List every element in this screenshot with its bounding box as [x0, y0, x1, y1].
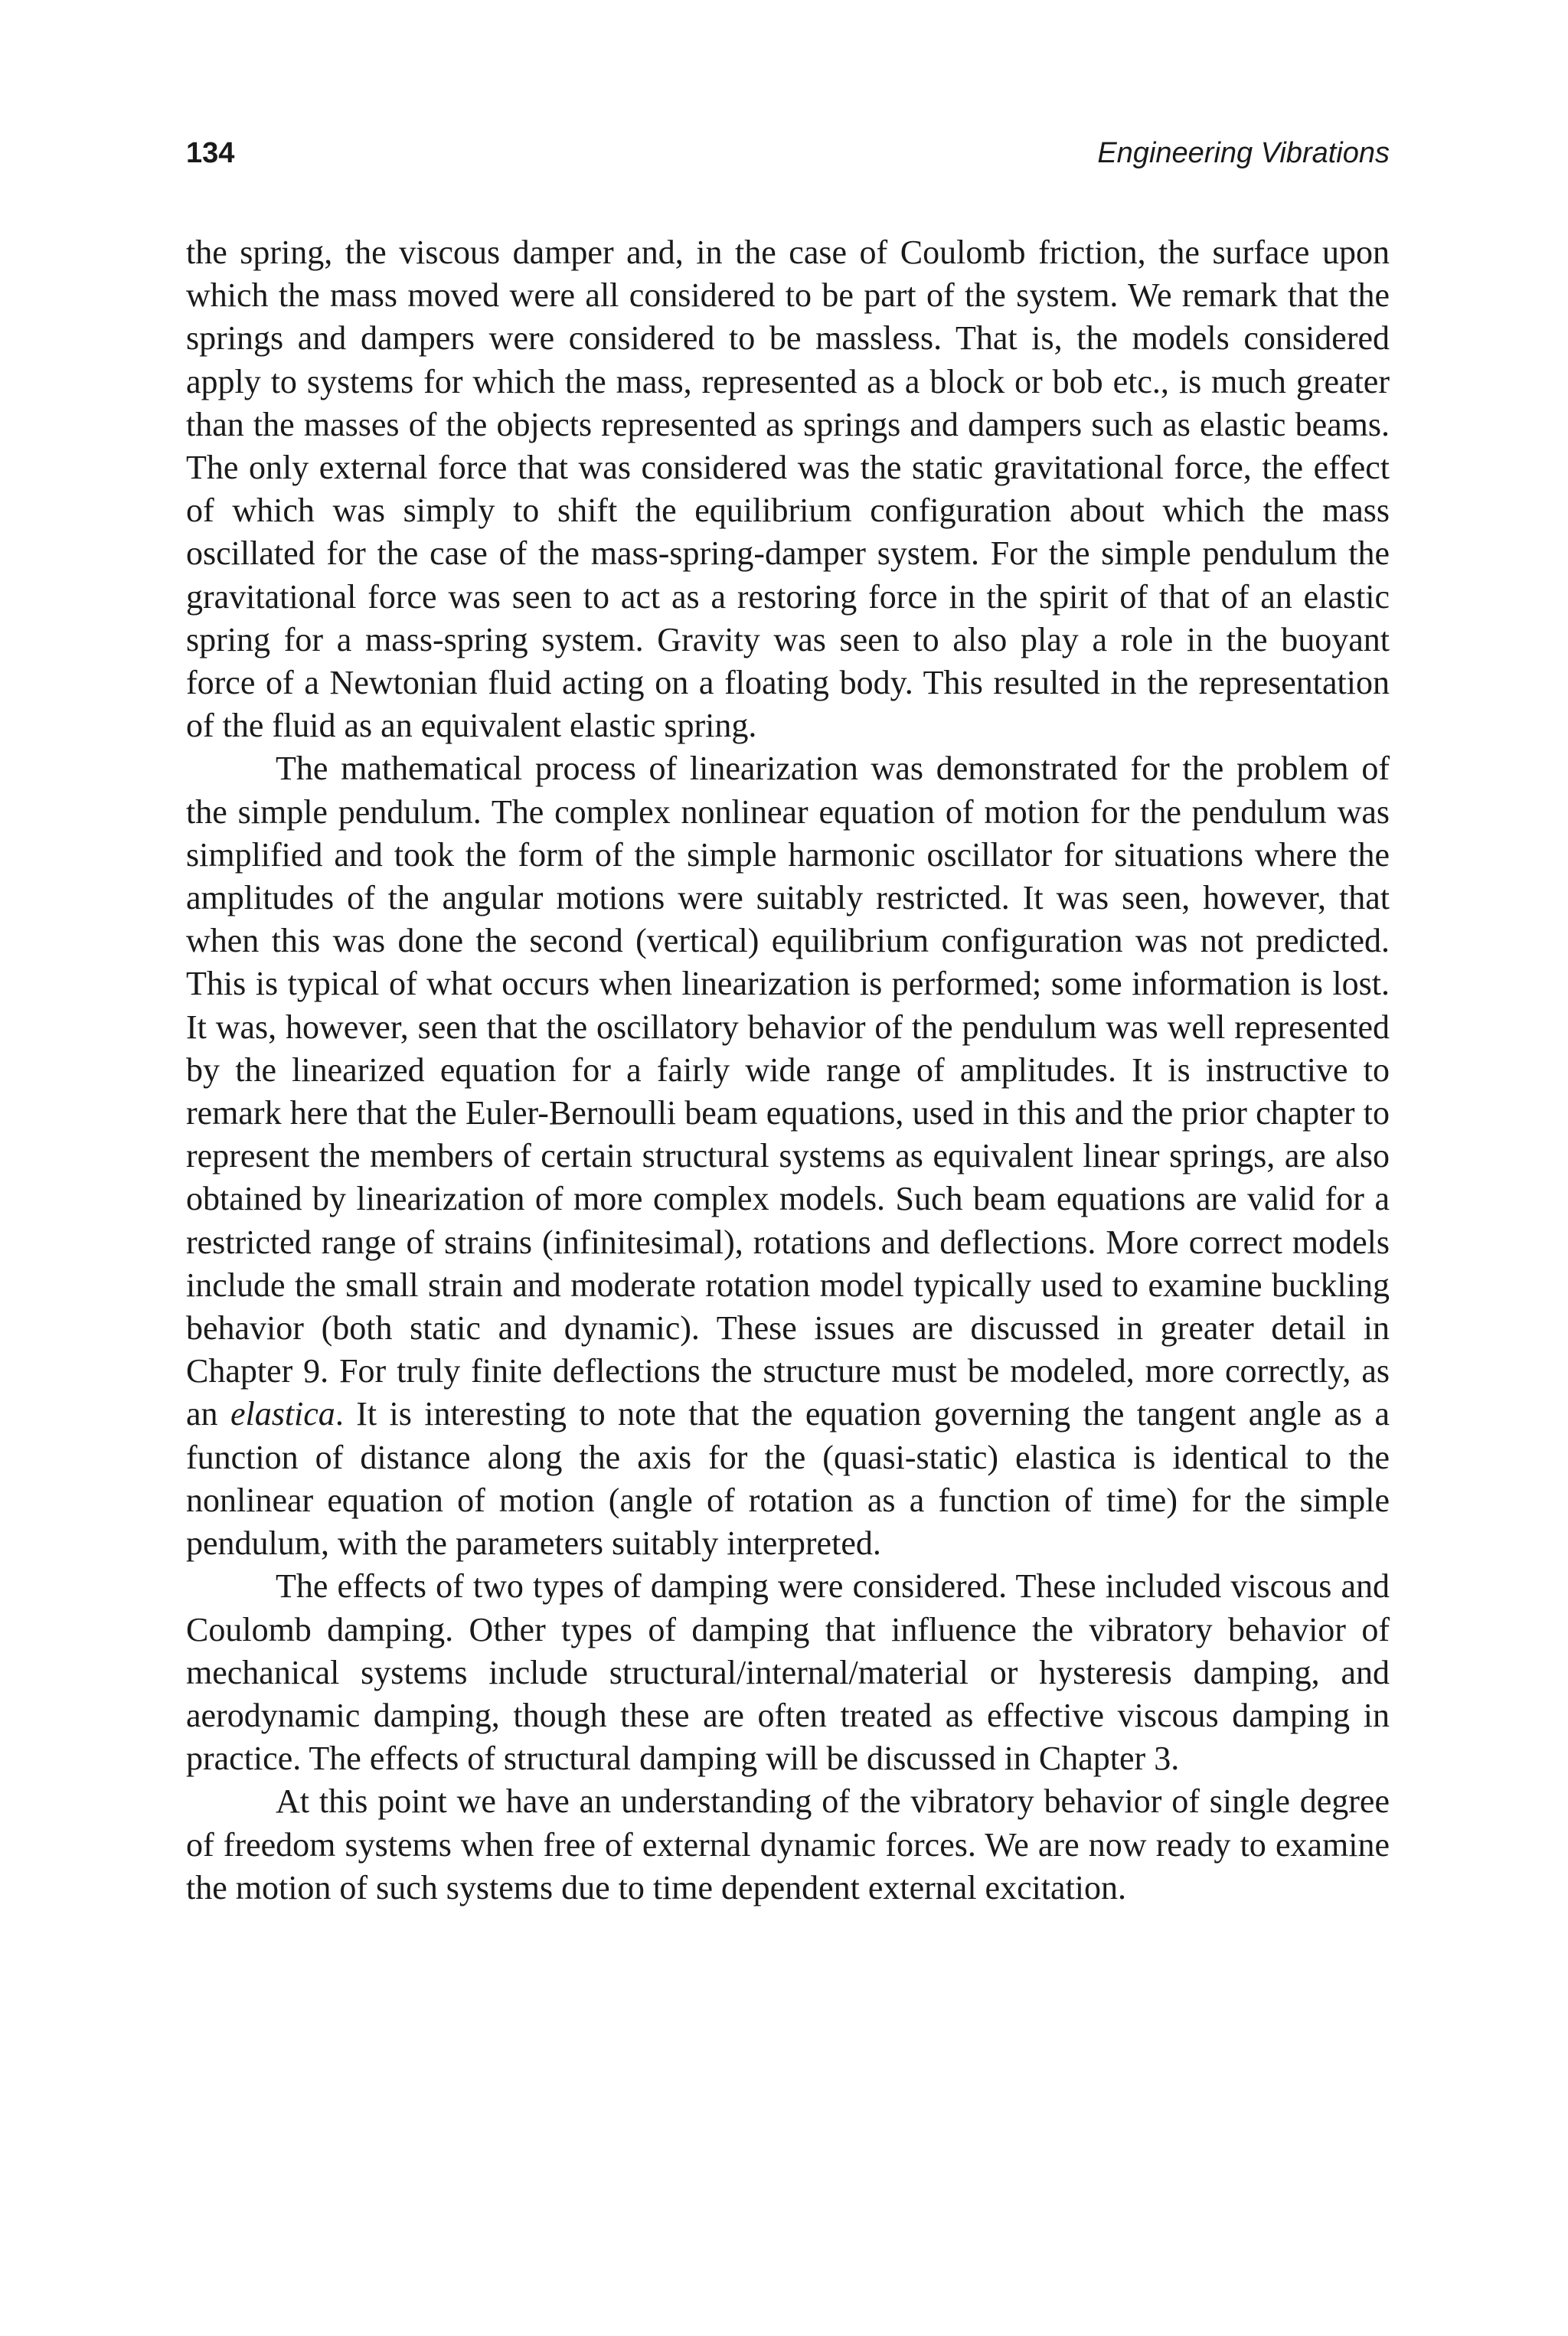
- paragraph-4: [186, 1780, 1390, 1910]
- paragraph-3-text: The effects of two types of damping were considered. These included viscous and Coulomb damping. Other types of damping that influence the vibratory behavior of mechanical systems include structural/internal/material or hysteresis damping, and aerodynamic damping, though these are often treated as effective viscous damping in practice. The effects of structural damping will be discussed in Chapter 3.: [186, 1567, 1390, 1778]
- running-title: Engineering Vibrations: [1097, 137, 1390, 169]
- paragraph-2: [186, 747, 1390, 1565]
- body-text: [186, 231, 1390, 1910]
- paragraph-2-text-before: The mathematical process of linearization was demonstrated for the problem of the simple pendulum. The complex nonlinear equation of motion for the pendulum was simplified and took the form of the simple harmonic oscillator for situations where the amplitudes of the angular motions were suitably restricted. It was seen, however, that when this was done the second (vertical) equilibrium configuration was not predicted. This is typical of what occurs when linearization is performed; some information is lost. It was, however, seen that the oscillatory behavior of the pendulum was well represented by the linearized equation for a fairly wide range of amplitudes. It is instructive to remark here that the Euler-Bernoulli beam equations, used in this and the prior chapter to represent the members of certain structural systems as equivalent linear springs, are also obtained by linearization of more complex models. Such beam equations are valid for a restricted range of strains (infinitesimal), rotations and deflections. More correct models include the small strain and moderate rotation model typically used to examine buckling behavior (both static and dynamic). These issues are discussed in greater detail in Chapter 9. For truly finite deflections the structure must be modeled, more correctly, as an: [186, 750, 1390, 1433]
- elastica-emphasis: elastica: [230, 1395, 335, 1433]
- paragraph-3: [186, 1565, 1390, 1780]
- running-head: [186, 132, 1390, 175]
- page-number: 134: [186, 137, 235, 169]
- paragraph-1: [186, 231, 1390, 747]
- paragraph-2-text-after: . It is interesting to note that the equation governing the tangent angle as a function of distance along the axis for the (quasi-static) elastica is identical to the nonlinear equation of motion (angle of rotation as a function of time) for the simple pendulum, with the parameters suitably interpreted.: [186, 1395, 1390, 1563]
- paragraph-1-text: the spring, the viscous damper and, in the case of Coulomb friction, the surface upon which the mass moved were all considered to be part of the system. We remark that the springs and dampers were considered to be massless. That is, the models considered apply to systems for which the mass, represented as a block or bob etc., is much greater than the masses of the objects represented as springs and dampers such as elastic beams. The only external force that was considered was the static gravitational force, the effect of which was simply to shift the equilibrium configuration about which the mass oscillated for the case of the mass-spring-damper system. For the simple pendulum the gravitational force was seen to act as a restoring force in the spirit of that of an elastic spring for a mass-spring system. Gravity was seen to also play a role in the buoyant force of a Newtonian fluid acting on a floating body. This resulted in the representation of the fluid as an equivalent elastic spring.: [186, 234, 1390, 745]
- paragraph-4-text: At this point we have an understanding of the vibratory behavior of single degree of freedom systems when free of external dynamic forces. We are now ready to examine the motion of such systems due to time dependent external excitation.: [186, 1782, 1390, 1906]
